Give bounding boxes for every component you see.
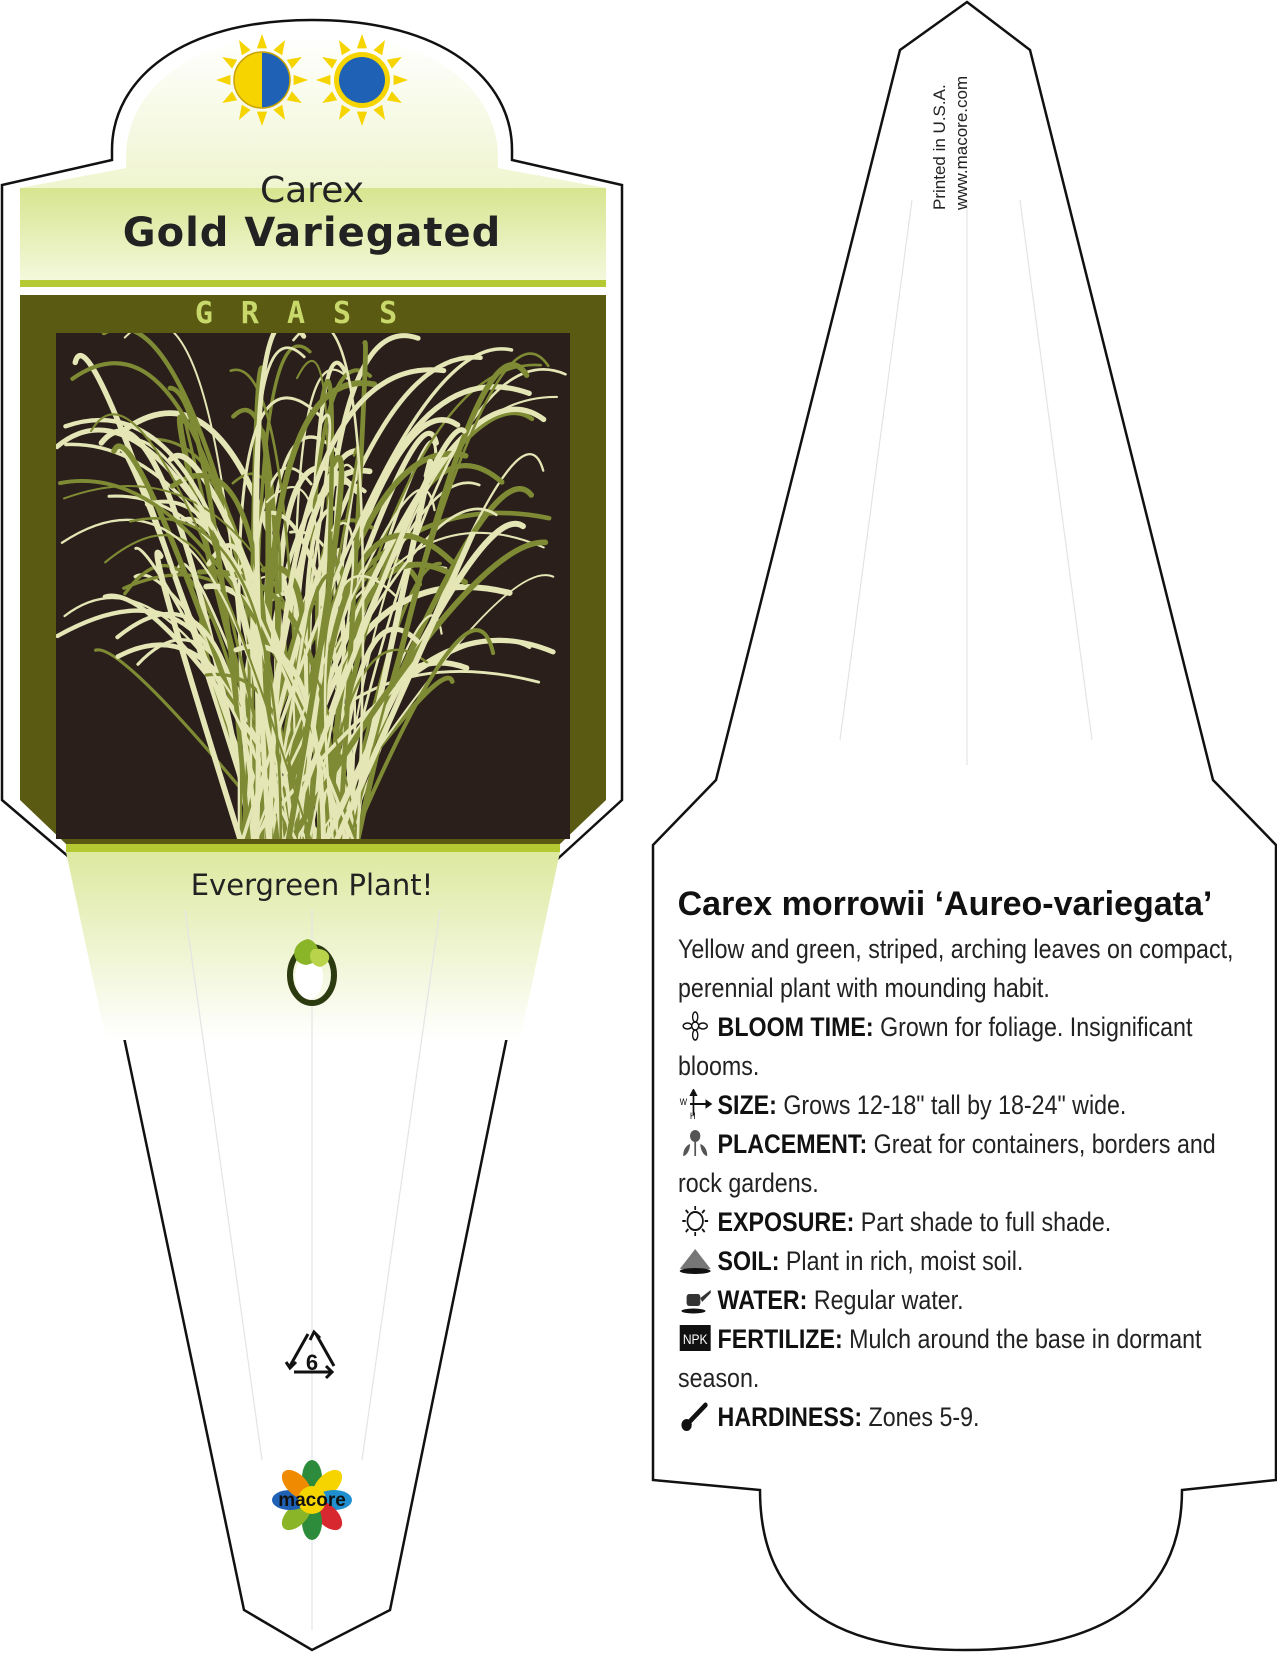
attr-value: Zones 5-9. xyxy=(862,1402,980,1432)
attr-value: Grows 12-18" tall by 18-24" wide. xyxy=(776,1090,1127,1120)
sun-outline-icon xyxy=(678,1206,714,1236)
tagline: Evergreen Plant! xyxy=(190,868,434,902)
brand-name: macore xyxy=(278,1490,346,1511)
variety-name: Gold Variegated xyxy=(122,210,502,256)
attr-value: Grown for foliage. Insignificant blooms. xyxy=(678,1012,1193,1081)
attr-row-fertilize xyxy=(678,1320,1246,1398)
attr-value: Regular water. xyxy=(807,1285,964,1315)
attr-label: SOIL: xyxy=(717,1246,780,1276)
recycle-code: 6 xyxy=(305,1350,319,1375)
placement-plants-icon xyxy=(678,1128,714,1158)
svg-text:W: W xyxy=(679,1096,688,1108)
attr-value: Part shade to full shade. xyxy=(854,1207,1112,1237)
attr-label: SIZE: xyxy=(717,1090,777,1120)
botanical-name: Carex morrowii ‘Aureo-variegata’ xyxy=(677,885,1213,923)
attr-row-water xyxy=(678,1281,1246,1320)
flower-icon xyxy=(678,1011,714,1041)
attr-row-exposure xyxy=(678,1203,1246,1242)
printed-line-1: Printed in U.S.A. xyxy=(930,84,949,210)
printed-in-credit xyxy=(930,60,970,220)
common-name: Carex xyxy=(259,170,365,211)
attr-label: FERTILIZE: xyxy=(717,1324,843,1354)
soil-mound-icon xyxy=(678,1245,714,1275)
attr-row-soil xyxy=(678,1242,1246,1281)
svg-text:H: H xyxy=(690,1110,696,1119)
attr-value: Mulch around the base in dormant season. xyxy=(678,1324,1202,1393)
attr-label: BLOOM TIME: xyxy=(717,1012,874,1042)
accent-line xyxy=(20,280,606,287)
attr-label: EXPOSURE: xyxy=(717,1207,855,1237)
attr-row-size xyxy=(678,1086,1246,1125)
plant-info-list xyxy=(678,930,1246,1437)
attr-label: PLACEMENT: xyxy=(717,1129,868,1159)
attr-row-bloom-time xyxy=(678,1008,1246,1086)
watering-can-icon xyxy=(678,1284,714,1314)
svg-text:NPK: NPK xyxy=(682,1331,708,1348)
attr-label: WATER: xyxy=(717,1285,808,1315)
plant-photo xyxy=(56,322,570,840)
attr-value: Great for containers, borders and rock gardens. xyxy=(678,1129,1216,1198)
printed-line-2: www.macore.com xyxy=(952,75,971,210)
thermometer-icon xyxy=(678,1401,714,1431)
attr-row-hardiness xyxy=(678,1398,1246,1437)
front-tag xyxy=(2,20,622,1650)
npk-icon xyxy=(678,1323,714,1353)
attr-row-placement xyxy=(678,1125,1246,1203)
attr-value: Plant in rich, moist soil. xyxy=(779,1246,1024,1276)
size-arrows-icon xyxy=(678,1089,714,1119)
category-label: GRASS xyxy=(194,296,426,331)
plant-description: Yellow and green, striped, arching leaves on compact, perennial plant with mounding habit. xyxy=(678,934,1234,1003)
attr-label: HARDINESS: xyxy=(717,1402,863,1432)
